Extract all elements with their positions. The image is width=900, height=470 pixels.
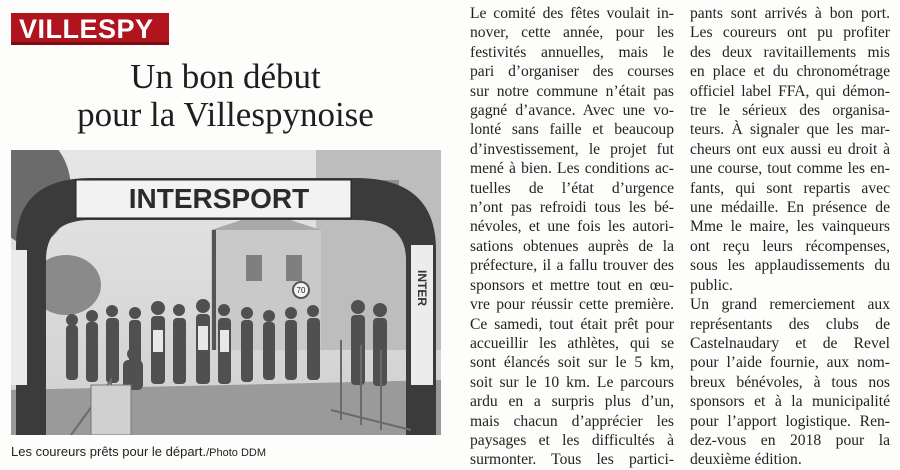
text-line: teurs. À signaler que les mar- <box>690 121 890 139</box>
text-line: des deux ravitaillements mis <box>690 43 890 61</box>
text-line: Le comité des fêtes voulait in- <box>470 5 674 22</box>
article-column-2 <box>690 4 890 470</box>
text-line: tuelles de l’état d’urgence <box>470 179 674 197</box>
text-line: cheurs ont eux aussi eu droit à <box>690 140 890 158</box>
text-line: pour l’aide fournie, aux nom- <box>690 354 890 372</box>
text-line: officiel label FFA, qui démon- <box>690 82 890 100</box>
text-line: sous les applaudissements du <box>690 257 890 275</box>
text-line: pour l’apport logistique. Ren- <box>690 412 890 430</box>
text-line: Un grand remerciement aux <box>690 296 890 314</box>
text-line: lonté sans faille et beaucoup <box>470 121 674 139</box>
text-line: pari d’organiser des courses <box>470 63 674 81</box>
text-line: d’investissement, le projet fut <box>470 140 674 158</box>
text-line: mené à bien. Les conditions ac- <box>470 160 674 178</box>
caption-text: Les coureurs prêts pour le départ. <box>11 444 207 459</box>
article-headline <box>8 58 443 134</box>
text-line: paysages et les difficultés à <box>470 431 674 449</box>
text-line: une course, tout comme les en- <box>690 160 890 178</box>
arch-side-right <box>411 245 433 385</box>
text-line: nover, cette année, pour les <box>470 24 674 42</box>
text-line: préfecture, il a fallu trouver des <box>470 257 674 275</box>
text-line: deuxième édition. <box>690 451 802 469</box>
text-line: sponsors et à la municipalité <box>690 393 890 411</box>
text-line: en place et du chronométrage <box>690 63 890 81</box>
arch-banner-text: INTERSPORT <box>128 183 310 214</box>
text-line: surmonter. Tous les partici- <box>470 451 674 469</box>
text-line: gagné d’avance. Avec une vo- <box>470 102 674 120</box>
text-line: dez-vous en 2018 pour la <box>690 431 890 449</box>
text-line: soit sur le 10 km. Le parcours <box>470 373 674 391</box>
text-line: névoles, et une fois les autori- <box>470 218 674 236</box>
text-line: festivités annuelles, mais le <box>470 43 674 61</box>
text-line: accueillir les athlètes, qui se <box>470 334 674 352</box>
article-photo <box>11 150 441 435</box>
text-line: vre pour réussir cette première. <box>470 296 674 314</box>
text-line: une médaille. En présence de <box>690 199 890 217</box>
text-line: Mme le maire, les vainqueurs <box>690 218 890 236</box>
headline-line-1: Un bon début <box>130 57 321 96</box>
text-line: Castelnaudary et de Revel <box>690 334 890 352</box>
text-line: sont élancés soit sur le 5 km, <box>470 354 674 372</box>
text-line: pants sont arrivés à bon port. <box>690 5 890 22</box>
text-line: breux bénévoles, à tous nos <box>690 373 890 391</box>
photo-caption <box>11 444 441 461</box>
text-line: Les coureurs ont pu profiter <box>690 24 890 42</box>
text-line: sponsors et mettre tout en œu- <box>470 276 674 294</box>
text-line: ont reçu leurs récompenses, <box>690 237 890 255</box>
text-line: public. <box>690 276 733 294</box>
text-line: fants, qui sont repartis avec <box>690 179 890 197</box>
photo-illustration <box>11 150 441 435</box>
text-line: sur notre commune n’était pas <box>470 82 674 100</box>
text-line: n’ont pas refroidi tous les bé- <box>470 199 674 217</box>
text-line: tre le sérieux des organisa- <box>690 102 890 120</box>
arch-side-left <box>11 250 27 385</box>
headline-line-2: pour la Villespynoise <box>77 95 374 134</box>
text-line: ardu en a surpris plus d’un, <box>470 393 674 411</box>
section-kicker: VILLESPY <box>11 13 169 45</box>
text-line: sations obtenues auprès de la <box>470 237 674 255</box>
text-line: Ce samedi, tout était prêt pour <box>470 315 674 333</box>
text-line: mais chacun d’apprécier les <box>470 412 674 430</box>
text-line: représentants des clubs de <box>690 315 890 333</box>
speed-sign-label: 70 <box>296 286 306 295</box>
photo-credit: /Photo DDM <box>206 447 267 459</box>
arch-side-text: INTER <box>415 270 429 306</box>
article-column-1 <box>470 4 674 470</box>
